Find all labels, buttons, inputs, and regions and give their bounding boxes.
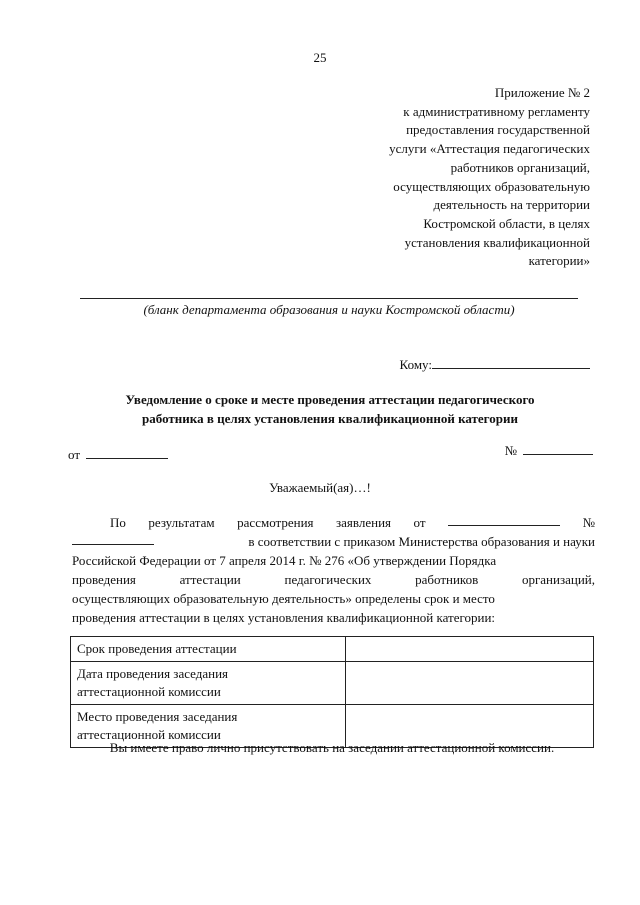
- paragraph-line: проведения аттестации в целях установления квалификационной категории:: [72, 610, 496, 625]
- table-row: [71, 662, 594, 705]
- appendix-line: к административному регламенту: [403, 103, 590, 119]
- closing-sentence: Вы имеете право лично присутствовать на заседании аттестационной комиссии.: [109, 740, 555, 755]
- appendix-line: деятельность на территории: [433, 197, 590, 213]
- paragraph-line: Российской Федерации от 7 апреля 2014 г. № 276 «Об утверждении Порядка: [72, 553, 497, 568]
- table-value-cell[interactable]: [346, 662, 594, 705]
- recipient-blank[interactable]: [432, 356, 590, 369]
- appendix-line: услуги «Аттестация педагогических: [389, 141, 590, 157]
- word: №: [582, 515, 595, 530]
- label-line: Место проведения заседания: [77, 709, 238, 724]
- title-line: Уведомление о сроке и месте проведения аттестации педагогического: [125, 392, 535, 407]
- document-title: [70, 390, 590, 428]
- date-label: от: [68, 447, 81, 462]
- paragraph-line: [72, 513, 595, 532]
- word: педагогических: [284, 572, 372, 587]
- word: работников: [415, 572, 479, 587]
- number-field: [505, 442, 593, 459]
- appendix-line: Костромской области, в целях: [423, 215, 590, 231]
- appendix-line: осуществляющих образовательную: [393, 178, 590, 194]
- word: заявления: [336, 515, 392, 530]
- application-date-blank[interactable]: [448, 513, 560, 526]
- word: аттестации: [179, 572, 241, 587]
- table-value-cell[interactable]: [346, 637, 594, 662]
- application-number-blank[interactable]: [72, 532, 154, 545]
- body-paragraph: [72, 513, 595, 627]
- date-blank[interactable]: [86, 446, 168, 459]
- word: рассмотрения: [237, 515, 314, 530]
- letterhead-line: [80, 298, 578, 299]
- word: результатам: [148, 515, 215, 530]
- date-field: [68, 446, 168, 463]
- table-row: [71, 637, 594, 662]
- paragraph-line: [72, 570, 595, 589]
- attestation-table: [70, 636, 594, 748]
- word: проведения: [72, 572, 136, 587]
- word: По: [110, 515, 126, 530]
- appendix-line: работников организаций,: [450, 159, 590, 175]
- label-line: аттестационной комиссии: [77, 727, 221, 742]
- appendix-line: категории»: [528, 253, 590, 269]
- table-label: [71, 662, 346, 705]
- appendix-line: предоставления государственной: [406, 122, 590, 138]
- text: в соответствии с приказом Министерства образования и науки: [248, 534, 595, 549]
- letterhead-caption: (бланк департамента образования и науки Костромской области): [143, 302, 515, 317]
- paragraph-line: осуществляющих образовательную деятельность» определены срок и место: [72, 591, 495, 606]
- appendix-line: Приложение № 2: [494, 85, 590, 100]
- recipient-field: [400, 356, 590, 373]
- word: от: [413, 515, 426, 530]
- greeting: Уважаемый(ая)…!: [269, 480, 371, 495]
- label-line: аттестационной комиссии: [77, 684, 221, 699]
- page-number: 25: [313, 50, 327, 65]
- paragraph-line: [72, 532, 595, 551]
- table-label: Срок проведения аттестации: [71, 637, 346, 662]
- word: организаций,: [521, 572, 595, 587]
- appendix-header: [300, 84, 590, 271]
- number-label: №: [504, 443, 517, 458]
- recipient-label: Кому:: [399, 357, 432, 372]
- appendix-line: установления квалификационной: [404, 234, 590, 250]
- number-blank[interactable]: [523, 442, 593, 455]
- label-line: Дата проведения заседания: [77, 666, 229, 681]
- title-line: работника в целях установления квалификационной категории: [142, 411, 518, 426]
